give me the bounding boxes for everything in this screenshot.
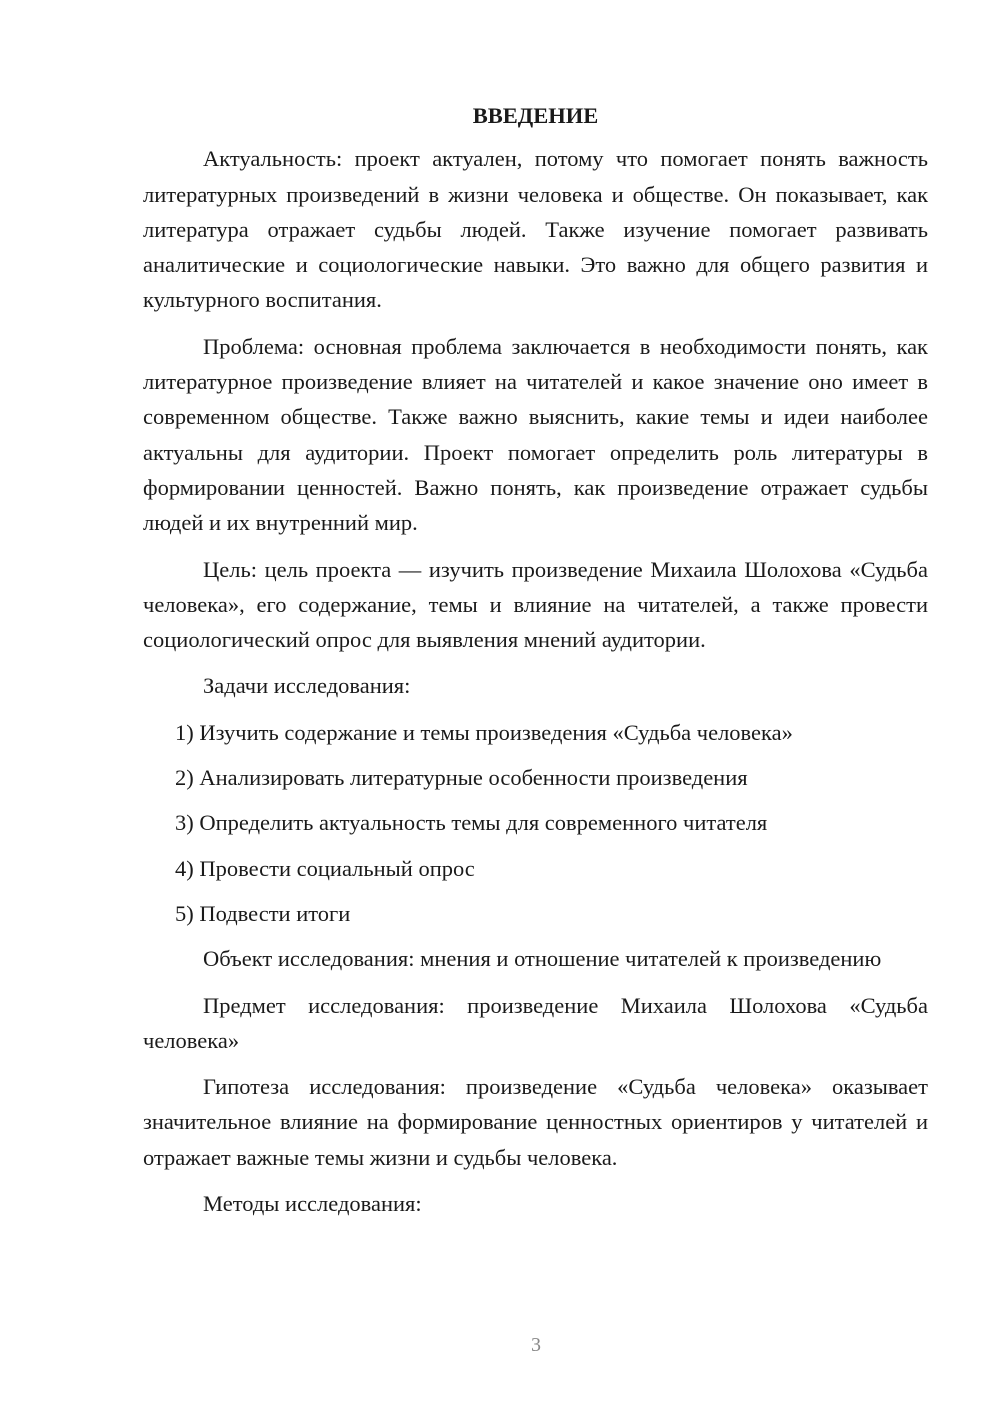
methods-heading: Методы исследования: [203,1191,422,1217]
page-content [143,98,928,1232]
task-item-3: 3) Определить актуальность темы для современного читателя [175,810,768,836]
hypothesis-paragraph: Гипотеза исследования: произведение «Судьба человека» оказывает значительное влияние на формирование ценностных ориентиров у читателей и отражает важные темы жизни и судьбы человека. [143,1074,928,1170]
tasks-list [143,715,928,931]
tasks-heading: Задачи исследования: [203,673,411,699]
task-item-5: 5) Подвести итоги [175,900,351,926]
goal-paragraph: Цель: цель проекта — изучить произведение Михаила Шолохова «Судьба человека», его содержание, темы и влияние на читателей, а также провести социологический опрос для выявления мнений аудитории. [143,556,928,653]
task-item-4: 4) Провести социальный опрос [175,855,475,881]
task-item-1: 1) Изучить содержание и темы произведения «Судьба человека» [175,719,793,745]
task-item-2: 2) Анализировать литературные особенности произведения [175,765,748,791]
problem-paragraph: Проблема: основная проблема заключается в необходимости понять, как литературное произведение влияет на читателей и какое значение оно имеет в современном обществе. Также важно выяснить, какие темы и идеи наиболее актуальны для аудитории. Проект помогает определить роль литературы в формировании ценностей. Важно понять, как произведение отражает судьбы людей и их внутренний мир. [143,333,928,536]
subject-paragraph: Предмет исследования: произведение Михаила Шолохова «Судьба человека» [143,992,928,1053]
relevance-paragraph: Актуальность: проект актуален, потому что помогает понять важность литературных произведений в жизни человека и обществе. Он показывает, как литература отражает судьбы людей. Также изучение помогает развивать аналитические и социологические навыки. Это важно для общего развития и культурного воспитания. [143,146,928,313]
page-number: 3 [531,1334,541,1356]
object-paragraph: Объект исследования: мнения и отношение читателей к произведению [203,946,882,972]
page-title: ВВЕДЕНИЕ [472,103,599,128]
